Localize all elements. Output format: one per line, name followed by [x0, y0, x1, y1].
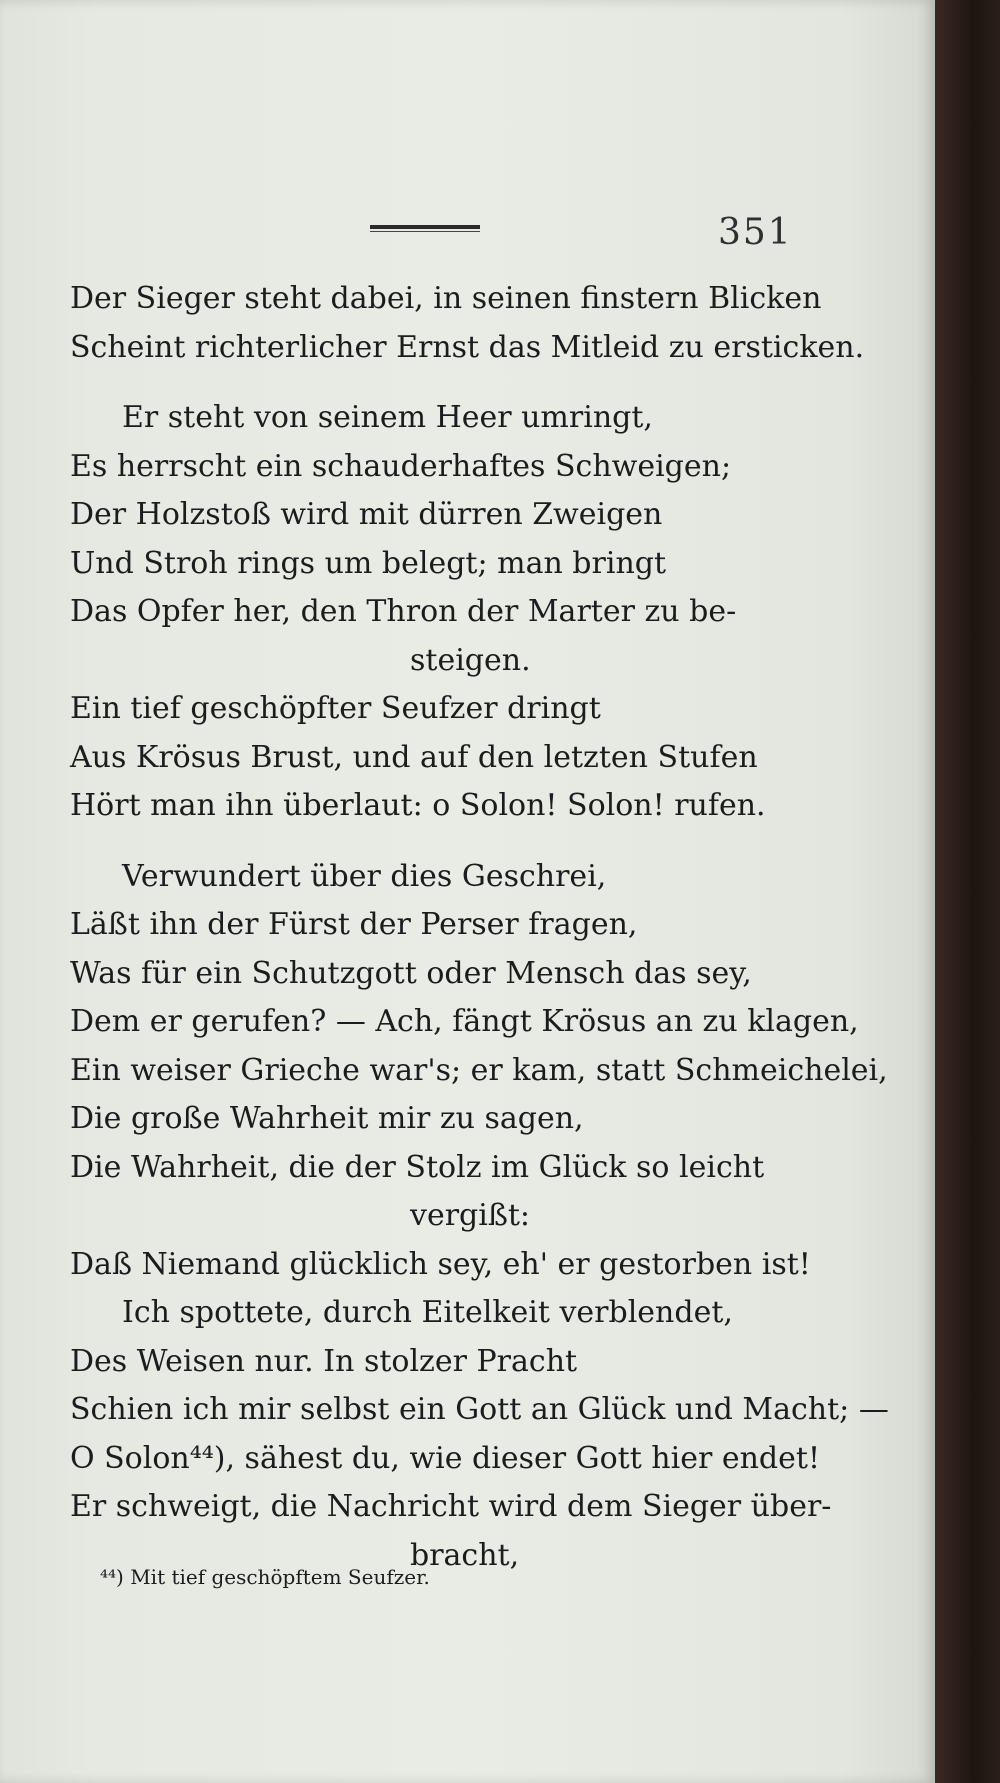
poem-line: Und Stroh rings um belegt; man bringt [70, 545, 667, 581]
poem-text [70, 275, 889, 1580]
header-rule-thin [370, 231, 480, 232]
book-edge [935, 0, 1000, 1783]
poem-line-continuation: bracht, [410, 1537, 520, 1573]
poem-line: Das Opfer her, den Thron der Marter zu be- [70, 594, 737, 629]
poem-line: Dem er gerufen? — Ach, fängt Krösus an zu klagen, [70, 1004, 859, 1039]
poem-line: Er steht von seinem Heer umringt, [122, 400, 653, 435]
poem-line: Schien ich mir selbst ein Gott an Glück und Macht; — [70, 1392, 889, 1427]
poem-line: Scheint richterlicher Ernst das Mitleid zu ersticken. [70, 329, 865, 365]
header-rule-thick [370, 225, 480, 229]
poem-line: Ein tief geschöpfter Seufzer dringt [70, 691, 601, 726]
page-number: 351 [718, 212, 793, 253]
poem-line-continuation: steigen. [410, 642, 531, 678]
poem-line: Hört man ihn überlaut: o Solon! Solon! rufen. [70, 788, 766, 823]
header-rule [370, 225, 480, 233]
poem-line: Aus Krösus Brust, und auf den letzten Stufen [70, 739, 758, 775]
footnote: ⁴⁴) Mit tief geschöpftem Seufzer. [100, 1565, 430, 1589]
poem-line: Ich spottete, durch Eitelkeit verblendet, [122, 1295, 733, 1330]
poem-line: Was für ein Schutzgott oder Mensch das sey, [70, 955, 752, 991]
poem-line: Der Holzstoß wird mit dürren Zweigen [70, 497, 663, 532]
poem-line: Der Sieger steht dabei, in seinen finstern Blicken [70, 281, 822, 316]
poem-line: Verwundert über dies Geschrei, [122, 858, 607, 894]
poem-line: Es herrscht ein schauderhaftes Schweigen; [70, 448, 732, 484]
poem-line: Die Wahrheit, die der Stolz im Glück so leicht [70, 1149, 765, 1185]
poem-line: Läßt ihn der Fürst der Perser fragen, [70, 907, 638, 942]
poem-line-continuation: vergißt: [410, 1198, 531, 1233]
poem-line: Er schweigt, die Nachricht wird dem Sieger über- [70, 1489, 832, 1524]
poem-line: Daß Niemand glücklich sey, eh' er gestorben ist! [70, 1246, 811, 1282]
poem-line: O Solon⁴⁴), sähest du, wie dieser Gott hier endet! [70, 1440, 820, 1476]
poem-line: Die große Wahrheit mir zu sagen, [70, 1101, 584, 1136]
poem-line: Ein weiser Grieche war's; er kam, statt Schmeichelei, [70, 1052, 888, 1088]
poem-line: Des Weisen nur. In stolzer Pracht [70, 1343, 578, 1379]
